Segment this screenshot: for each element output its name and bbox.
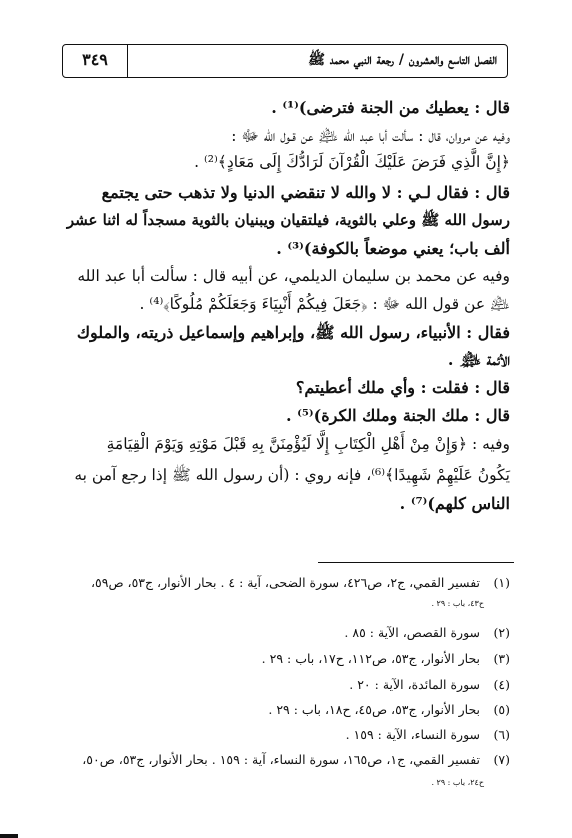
footnote-text: بحار الأنوار، ج٥٣، ص٤٥، ح١٨، باب : ٢٩ . — [268, 702, 481, 717]
body-line: فقال : الأنبياء، رسول الله ﷺ، وإبراهيم وإسماعيل ذريته، والملوك — [76, 323, 510, 342]
footnote-text: سورة النساء، الآية : ١٥٩ . — [345, 727, 481, 742]
footnote-text: سورة المائدة، الآية : ٢٠ . — [349, 677, 481, 692]
body-line: رسول الله ﷺ وعلي بالثوية، فيلتقيان ويبنيان بالثوية مسجداً له اثنا عشر — [66, 211, 510, 229]
body-line: الأئمة ﵈ . — [447, 350, 510, 369]
body-line: وفيه عن مروان، قال : سألت أبا عبد الله ﵇ عن قـول الله ﷻ : — [231, 127, 510, 145]
footnote — [58, 575, 510, 590]
footnote-continuation: ح٢٤، باب : ٢٩ . — [431, 778, 484, 787]
footnote — [58, 752, 510, 767]
footnote-number: (٣) — [493, 651, 510, 666]
footnote-number: (٥) — [493, 702, 510, 717]
footnote — [58, 702, 510, 717]
body-line: يَكُونُ عَلَيْهِمْ شَهِيدًا﴾⁽⁶⁾، فإنه روي : (أن رسول الله ﷺ إذا رجع آمن به — [74, 466, 510, 484]
footnote-number: (٢) — [493, 625, 510, 640]
footnote-number: (٤) — [493, 677, 510, 692]
body-line: قال : فقال لـي : لا والله لا تنقضي الدنيا ولا تذهب حتى يجتمع — [101, 183, 510, 202]
body-line: وفيه : ﴿وَإِنْ مِنْ أَهْلِ الْكِتَابِ إِلَّا لَيُؤْمِنَنَّ بِهِ قَبْلَ مَوْتِهِ وَيَوْمَ الْقِيَامَةِ — [106, 435, 510, 453]
body-line: ألف باب؛ يعني موضعاً بالكوفة)⁽³⁾ . — [276, 239, 510, 258]
body-line: ﵇ عن قول الله ﷻ : ﴿جَعَلَ فِيكُمْ أَنْبِيَاءَ وَجَعَلَكُمْ مُلُوكًا﴾⁽⁴⁾ . — [139, 295, 510, 313]
body-line: قال : يعطيك من الجنة فترضى)⁽¹⁾ . — [271, 98, 510, 117]
page-number: ٣٤٩ — [82, 50, 108, 69]
footnote — [58, 677, 510, 692]
footnote — [58, 727, 510, 742]
footnote — [58, 625, 510, 640]
footnote-continuation: ح٤٣، باب : ٢٩ . — [431, 599, 484, 608]
chapter-title: الفصل التاسع والعشرون / رجعة النبي محمد ﷺ — [308, 52, 497, 68]
header-divider — [127, 45, 128, 77]
body-line: الناس كلهم)⁽⁷⁾ . — [399, 494, 510, 513]
footnote-text: تفسير القمي، ج٢، ص٤٢٦، سورة الضحى، آية : ٤ . بحار الأنوار، ج٥٣، ص٥٩، — [90, 575, 481, 590]
footnote-separator — [318, 562, 514, 563]
running-header — [62, 44, 508, 78]
body-line: قال : فقلت : وأي ملك أعطيتم؟ — [295, 378, 510, 397]
footnote-number: (١) — [493, 575, 510, 590]
footnote-text: سورة القصص، الآية : ٨٥ . — [344, 625, 481, 640]
footnote-text: بحار الأنوار، ج٥٣، ص١١٢، ح١٧، باب : ٢٩ . — [261, 651, 481, 666]
body-line: وفيه عن محمد بن سليمان الديلمي، عن أبيه قال : سألت أبا عبد الله — [77, 267, 510, 285]
body-line: قال : ملك الجنة وملك الكرة)⁽⁵⁾ . — [285, 406, 510, 425]
body-line: ﴿إِنَّ الَّذِي فَرَضَ عَلَيْكَ الْقُرْآنَ لَرَادُّكَ إِلَى مَعَادٍ﴾⁽²⁾ . — [194, 153, 510, 171]
footnote-text: تفسير القمي، ج١، ص١٦٥، سورة النساء، آية : ١٥٩ . بحار الأنوار، ج٥٣، ص٥٠، — [82, 752, 481, 767]
footnote — [58, 651, 510, 666]
scan-edge-mark — [0, 834, 18, 838]
footnote-number: (٧) — [493, 752, 510, 767]
footnote-number: (٦) — [493, 727, 510, 742]
